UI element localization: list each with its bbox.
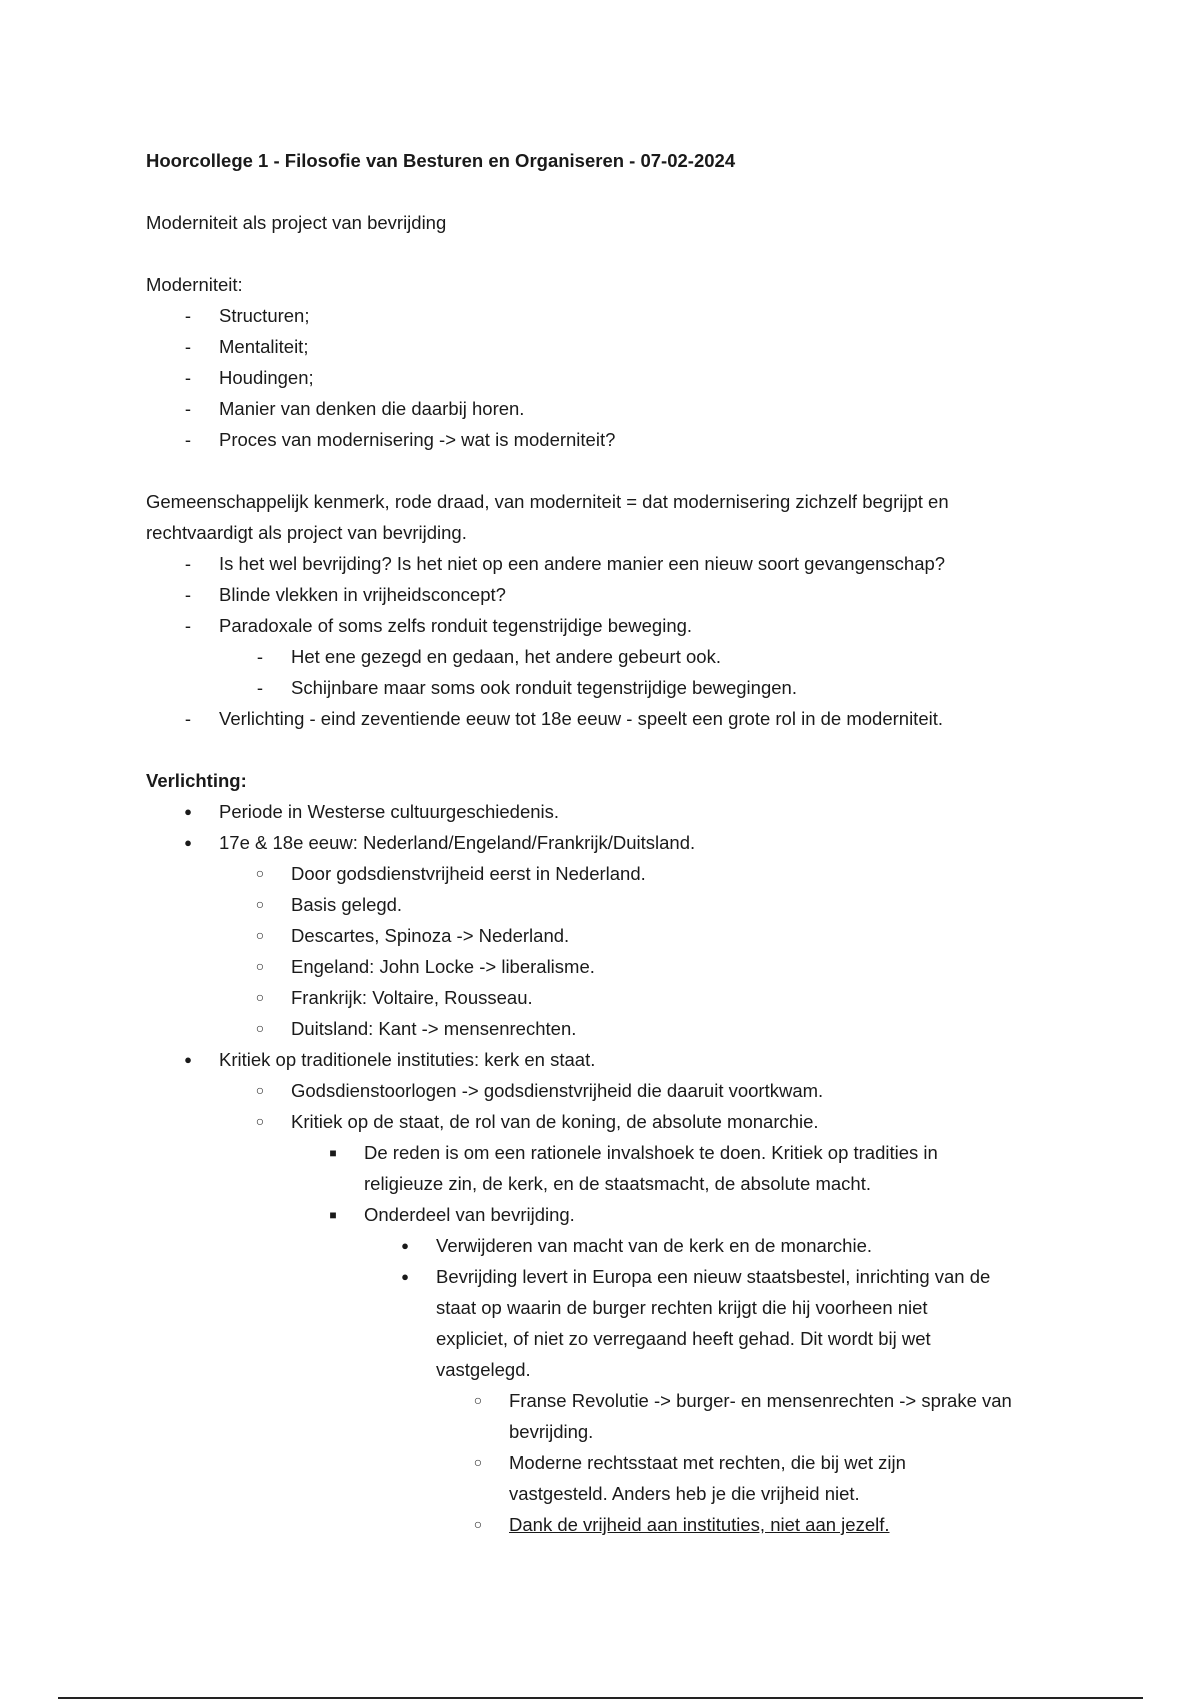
list-item-continuation: expliciet, of niet zo verregaand heeft gehad. Dit wordt bij wet [436,1328,931,1349]
circle-bullet-icon [468,1447,488,1480]
list-item: ○ Moderne rechtsstaat met rechten, die bij wet zijn [146,1447,1076,1478]
list-item: ○ Kritiek op de staat, de rol van de koning, de absolute monarchie. [146,1106,1076,1137]
circle-bullet-icon [250,1106,270,1139]
square-bullet-icon [323,1137,343,1171]
circle-bullet-icon [250,920,270,953]
circle-bullet-icon [250,858,270,891]
circle-bullet-icon [250,982,270,1015]
list-item-continuation: bevrijding. [509,1421,594,1442]
disc-bullet-icon [178,1044,198,1077]
dash-marker [178,703,198,734]
circle-bullet-icon [250,889,270,922]
subtitle: Moderniteit als project van bevrijding [146,212,447,233]
paragraph-line: rechtvaardigt als project van bevrijding. [146,522,467,543]
list-item: ○ Duitsland: Kant -> mensenrechten. [146,1013,1076,1044]
disc-bullet-icon [178,827,198,860]
list-item: ○ Descartes, Spinoza -> Nederland. [146,920,1076,951]
list-item: - Structuren; [146,300,1076,331]
list-item: ● Verwijderen van macht van de kerk en de monarchie. [146,1230,1076,1261]
list-item: - Het ene gezegd en gedaan, het andere gebeurt ook. [146,641,1076,672]
list-item: - Mentaliteit; [146,331,1076,362]
list-item: ● Periode in Westerse cultuurgeschiedenis. [146,796,1076,827]
list-item: - Manier van denken die daarbij horen. [146,393,1076,424]
document-content [146,145,1076,1540]
circle-bullet-icon [250,951,270,984]
dash-marker [178,362,198,393]
list-item-continuation: staat op waarin de burger rechten krijgt die hij voorheen niet [436,1297,928,1318]
list-item: ○ Door godsdienstvrijheid eerst in Nederland. [146,858,1076,889]
circle-bullet-icon [250,1075,270,1108]
circle-bullet-icon [250,1013,270,1046]
list-item: ○ Basis gelegd. [146,889,1076,920]
list-item: - Paradoxale of soms zelfs ronduit tegenstrijdige beweging. [146,610,1076,641]
paragraph-line: Gemeenschappelijk kenmerk, rode draad, van moderniteit = dat modernisering zichzelf begrijpt en [146,491,949,512]
list-item: - Is het wel bevrijding? Is het niet op een andere manier een nieuw soort gevangenschap? [146,548,1076,579]
list-item: ○ Franse Revolutie -> burger- en mensenrechten -> sprake van [146,1385,1076,1416]
dash-marker [178,610,198,641]
list-item: ● Bevrijding levert in Europa een nieuw staatsbestel, inrichting van de [146,1261,1076,1292]
dash-marker [250,672,270,703]
list-item: ● Kritiek op traditionele instituties: kerk en staat. [146,1044,1076,1075]
dash-marker [178,548,198,579]
page-title: Hoorcollege 1 - Filosofie van Besturen en Organiseren - 07-02-2024 [146,150,736,171]
list-item-continuation: vastgesteld. Anders heb je die vrijheid niet. [509,1483,860,1504]
list-item-continuation: vastgelegd. [436,1359,531,1380]
square-bullet-icon [323,1199,343,1233]
section-heading-moderniteit: Moderniteit: [146,274,243,295]
section-heading-verlichting: Verlichting: [146,770,247,791]
list-item: - Blinde vlekken in vrijheidsconcept? [146,579,1076,610]
list-item: ○ Engeland: John Locke -> liberalisme. [146,951,1076,982]
dash-marker [250,641,270,672]
list-item: ● 17e & 18e eeuw: Nederland/Engeland/Frankrijk/Duitsland. [146,827,1076,858]
underlined-conclusion: Dank de vrijheid aan instituties, niet aan jezelf. [509,1514,890,1535]
disc-bullet-icon [395,1261,415,1294]
disc-bullet-icon [178,796,198,829]
list-item [146,1509,1076,1540]
list-item: - Houdingen; [146,362,1076,393]
circle-bullet-icon [468,1385,488,1418]
dash-marker [178,300,198,331]
dash-marker [178,579,198,610]
dash-marker [178,331,198,362]
list-item: ■ De reden is om een rationele invalshoek te doen. Kritiek op tradities in [146,1137,1076,1168]
list-item: ○ Frankrijk: Voltaire, Rousseau. [146,982,1076,1013]
list-item-continuation: religieuze zin, de kerk, en de staatsmacht, de absolute macht. [364,1173,871,1194]
list-item: - Schijnbare maar soms ook ronduit tegenstrijdige bewegingen. [146,672,1076,703]
list-item: ■ Onderdeel van bevrijding. [146,1199,1076,1230]
disc-bullet-icon [395,1230,415,1263]
list-item: - Proces van modernisering -> wat is moderniteit? [146,424,1076,455]
circle-bullet-icon [468,1509,488,1542]
dash-marker [178,424,198,455]
page-divider [58,1697,1143,1699]
dash-marker [178,393,198,424]
list-item: - Verlichting - eind zeventiende eeuw tot 18e eeuw - speelt een grote rol in de moderniteit. [146,703,1076,734]
list-item: ○ Godsdienstoorlogen -> godsdienstvrijheid die daaruit voortkwam. [146,1075,1076,1106]
